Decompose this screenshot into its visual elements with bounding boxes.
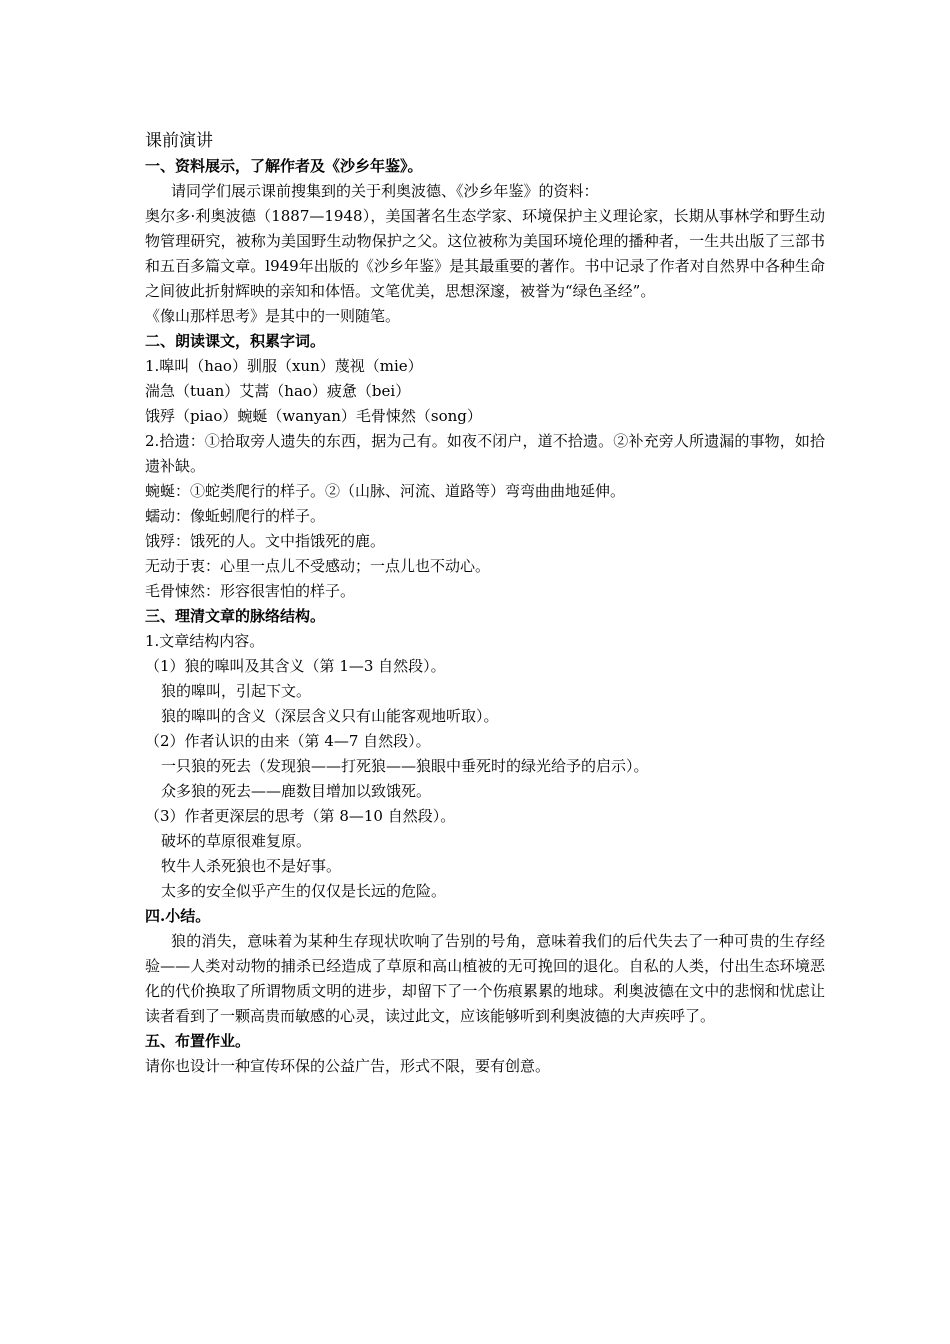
- structure-point: 狼的嗥叫的含义（深层含义只有山能客观地听取）。: [161, 707, 499, 725]
- section-heading-4: 四.小结。: [145, 907, 211, 925]
- document-page: [145, 128, 825, 1079]
- structure-point: 破坏的草原很难复原。: [161, 832, 312, 850]
- section-heading-2: 二、朗读课文，积累字词。: [145, 332, 326, 350]
- structure-point: 牧牛人杀死狼也不是好事。: [161, 857, 342, 875]
- section-heading-1: 一、资料展示，了解作者及《沙乡年鉴》。: [145, 157, 423, 175]
- vocab-definition: 蠕动：像蚯蚓爬行的样子。: [145, 507, 326, 525]
- vocab-definition: 饿殍：饿死的人。文中指饿死的鹿。: [145, 532, 386, 550]
- structure-intro: 1.文章结构内容。: [145, 632, 265, 650]
- structure-part: （3）作者更深层的思考（第 8—10 自然段）。: [145, 807, 456, 825]
- structure-part: （1）狼的嗥叫及其含义（第 1—3 自然段）。: [145, 657, 446, 675]
- essay-note: 《像山那样思考》是其中的一则随笔。: [145, 307, 401, 325]
- homework-text: 请你也设计一种宣传环保的公益广告，形式不限，要有创意。: [145, 1057, 551, 1075]
- vocab-line: 1.嗥叫（hao）驯服（xun）蔑视（mie）: [145, 357, 423, 375]
- section-heading-5: 五、布置作业。: [145, 1032, 251, 1050]
- structure-part: （2）作者认识的由来（第 4—7 自然段）。: [145, 732, 431, 750]
- vocab-definition: 无动于衷：心里一点儿不受感动；一点儿也不动心。: [145, 557, 491, 575]
- intro-paragraph: 请同学们展示课前搜集到的关于利奥波德、《沙乡年鉴》的资料：: [171, 182, 599, 200]
- section-heading-3: 三、理清文章的脉络结构。: [145, 607, 326, 625]
- structure-point: 太多的安全似乎产生的仅仅是长远的危险。: [161, 882, 447, 900]
- vocab-definition: 毛骨悚然：形容很害怕的样子。: [145, 582, 356, 600]
- author-bio-paragraph: 奥尔多·利奥波德（1887—1948），美国著名生态学家、环境保护主义理论家，长期从事林学和野生动物管理研究，被称为美国野生动物保护之父。这位被称为美国环境伦理的播种者，一生共出版了三部书和五百多篇文章。l949年出版的《沙乡年鉴》是其最重要的著作。书中记录了作者对自然界中各种生命之间彼此折射辉映的亲知和体悟。文笔优美，思想深邃，被誉为“绿色圣经”。: [145, 207, 825, 300]
- page-title: 课前演讲: [145, 131, 213, 151]
- vocab-definition: 蜿蜒：①蛇类爬行的样子。②（山脉、河流、道路等）弯弯曲曲地延伸。: [145, 482, 626, 500]
- vocab-definition: 2.拾遗：①拾取旁人遗失的东西，据为己有。如夜不闭户，道不拾遗。②补充旁人所遗漏的事物，如拾遗补缺。: [145, 432, 825, 475]
- structure-point: 狼的嗥叫，引起下文。: [161, 682, 312, 700]
- structure-point: 一只狼的死去（发现狼——打死狼——狼眼中垂死时的绿光给予的启示）。: [161, 757, 649, 775]
- summary-paragraph: 狼的消失，意味着为某种生存现状吹响了告别的号角，意味着我们的后代失去了一种可贵的生存经验——人类对动物的捕杀已经造成了草原和高山植被的无可挽回的退化。自私的人类，付出生态环境恶化的代价换取了所谓物质文明的进步，却留下了一个伤痕累累的地球。利奥波德在文中的悲悯和忧虑让读者看到了一颗高贵而敏感的心灵，读过此文，应该能够听到利奥波德的大声疾呼了。: [145, 932, 825, 1025]
- vocab-line: 湍急（tuan）艾蒿（hao）疲惫（bei）: [145, 382, 411, 400]
- vocab-line: 饿殍（piao）蜿蜒（wanyan）毛骨悚然（song）: [145, 407, 482, 425]
- structure-point: 众多狼的死去——鹿数目增加以致饿死。: [161, 782, 432, 800]
